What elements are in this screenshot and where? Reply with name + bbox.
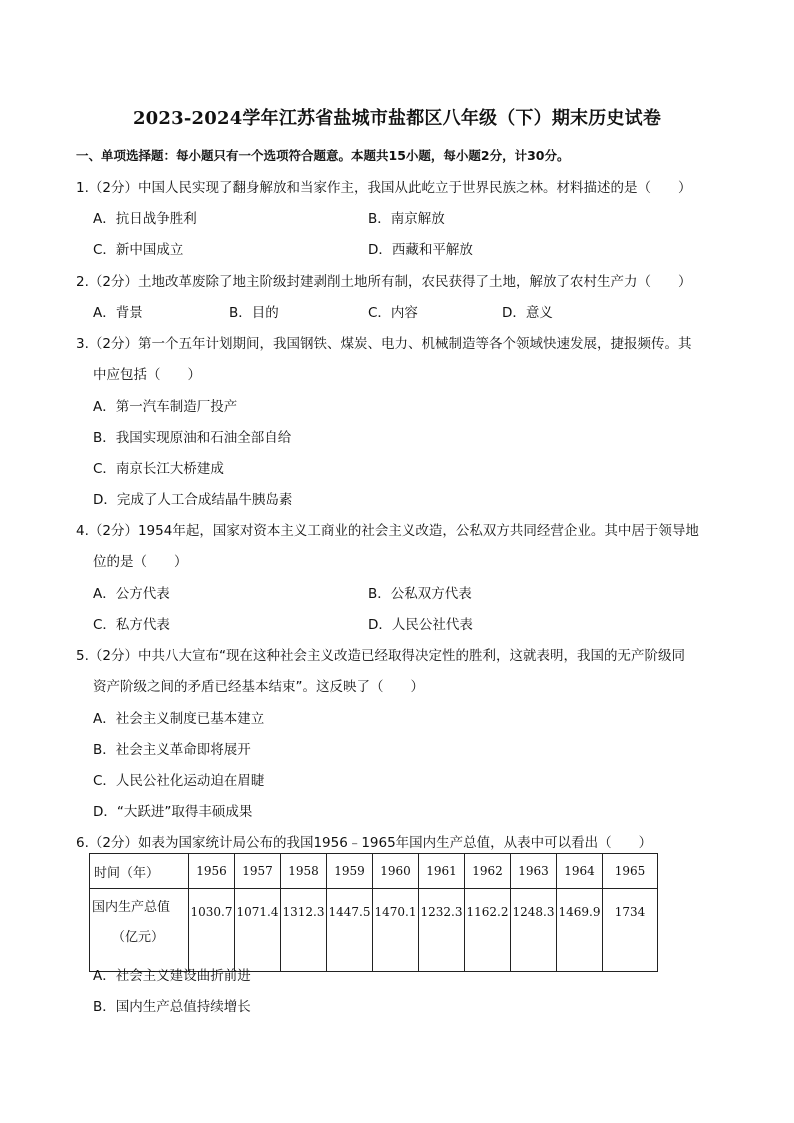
question-6-option-b: B．国内生产总值持续增长 xyxy=(93,999,251,1015)
exam-title: 2023-2024学年江苏省盐城市盐都区八年级（下）期末历史试卷 xyxy=(132,108,662,129)
question-4-option-d: D．人民公社代表 xyxy=(368,617,473,633)
question-3-option-a: A．第一汽车制造厂投产 xyxy=(93,399,238,415)
table-cell-year: 1962 xyxy=(465,854,511,889)
table-cell-gdp: 1734 xyxy=(603,889,658,972)
question-3-stem-continued: 中应包括（ ） xyxy=(93,367,201,383)
table-header-gdp-label: 国内生产总值 xyxy=(92,900,171,915)
table-cell-year: 1957 xyxy=(235,854,281,889)
table-cell-gdp: 1162.2 xyxy=(465,889,511,972)
question-1-option-c: C．新中国成立 xyxy=(93,242,184,258)
question-6-stem: 6.（2分）如表为国家统计局公布的我国1956﹣1965年国内生产总值，从表中可以看出（ ） xyxy=(76,835,653,851)
table-cell-year: 1956 xyxy=(189,854,235,889)
table-cell-gdp: 1447.5 xyxy=(327,889,373,972)
question-2-option-c: C．内容 xyxy=(368,305,418,321)
table-cell-gdp: 1232.3 xyxy=(419,889,465,972)
table-cell-year: 1959 xyxy=(327,854,373,889)
table-cell-year: 1961 xyxy=(419,854,465,889)
question-5-option-d: D．“大跃进”取得丰硕成果 xyxy=(93,804,253,820)
question-4-option-c: C．私方代表 xyxy=(93,617,170,633)
question-1-option-b: B．南京解放 xyxy=(368,211,445,227)
table-cell-year: 1958 xyxy=(281,854,327,889)
table-cell-gdp: 1071.4 xyxy=(235,889,281,972)
question-5-option-b: B．社会主义革命即将展开 xyxy=(93,742,251,758)
question-2-option-a: A．背景 xyxy=(93,305,143,321)
question-1-stem: 1.（2分）中国人民实现了翻身解放和当家作主，我国从此屹立于世界民族之林。材料描述的是（ ） xyxy=(76,180,692,196)
question-1-option-d: D．西藏和平解放 xyxy=(368,242,473,258)
table-cell-year: 1960 xyxy=(373,854,419,889)
table-header-time: 时间（年） xyxy=(90,854,189,889)
table-cell-year: 1965 xyxy=(603,854,658,889)
question-4-stem-continued: 位的是（ ） xyxy=(93,554,188,570)
question-6-option-a: A．社会主义建设曲折前进 xyxy=(93,968,251,984)
question-2-option-b: B．目的 xyxy=(229,305,279,321)
question-1-option-a: A．抗日战争胜利 xyxy=(93,211,197,227)
question-3-option-b: B．我国实现原油和石油全部自给 xyxy=(93,430,292,446)
question-3-option-c: C．南京长江大桥建成 xyxy=(93,461,224,477)
question-2-stem: 2.（2分）土地改革废除了地主阶级封建剥削土地所有制，农民获得了土地，解放了农村生产力（ ） xyxy=(76,274,692,290)
section-heading: 一、单项选择题：每小题只有一个选项符合题意。本题共15小题，每小题2分，计30分。 xyxy=(76,148,570,163)
question-4-option-a: A．公方代表 xyxy=(93,586,170,602)
question-5-stem-continued: 资产阶级之间的矛盾已经基本结束”。这反映了（ ） xyxy=(93,679,424,695)
question-4-stem: 4.（2分）1954年起，国家对资本主义工商业的社会主义改造，公私双方共同经营企业。其中居于领导地 xyxy=(76,523,699,539)
table-row-years xyxy=(90,854,658,889)
table-cell-gdp: 1470.1 xyxy=(373,889,419,972)
table-cell-year: 1963 xyxy=(511,854,557,889)
question-4-option-b: B．公私双方代表 xyxy=(368,586,472,602)
question-2-option-d: D．意义 xyxy=(502,305,553,321)
question-5-option-a: A．社会主义制度已基本建立 xyxy=(93,711,265,727)
question-3-option-d: D．完成了人工合成结晶牛胰岛素 xyxy=(93,492,293,508)
table-cell-year: 1964 xyxy=(557,854,603,889)
table-cell-gdp: 1469.9 xyxy=(557,889,603,972)
table-cell-gdp: 1248.3 xyxy=(511,889,557,972)
table-header-gdp xyxy=(90,889,189,972)
table-row-gdp xyxy=(90,889,658,972)
gdp-table xyxy=(89,853,658,972)
table-cell-gdp: 1312.3 xyxy=(281,889,327,972)
question-5-option-c: C．人民公社化运动迫在眉睫 xyxy=(93,773,265,789)
question-5-stem: 5.（2分）中共八大宣布“现在这种社会主义改造已经取得决定性的胜利，这就表明，我国的无产阶级同 xyxy=(76,648,685,664)
question-3-stem: 3.（2分）第一个五年计划期间，我国钢铁、煤炭、电力、机械制造等各个领域快速发展，捷报频传。其 xyxy=(76,336,692,352)
table-header-gdp-unit: （亿元） xyxy=(112,930,165,945)
table-cell-gdp: 1030.7 xyxy=(189,889,235,972)
